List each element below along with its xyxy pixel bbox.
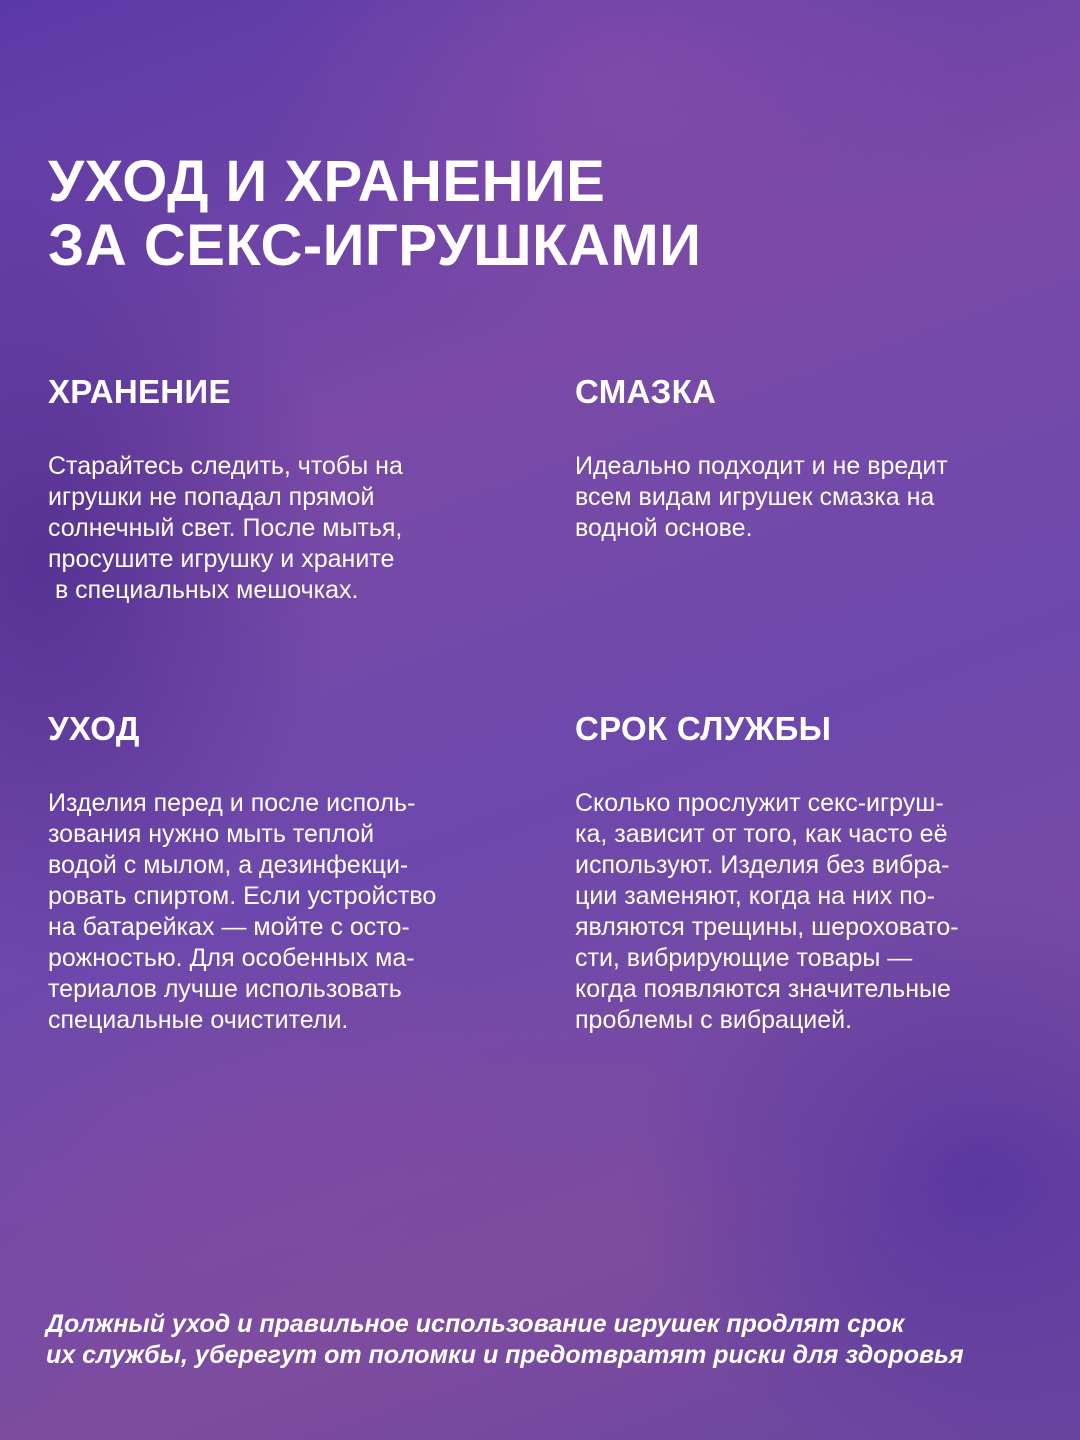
body-line: зования нужно мыть теплой	[48, 820, 375, 848]
section-lifetime	[575, 710, 1045, 1036]
body-line: Изделия перед и после исполь-	[48, 789, 416, 817]
body-line: когда появляются значительные	[575, 975, 951, 1003]
footer-note	[46, 1309, 964, 1371]
section-care-body	[48, 788, 518, 1036]
page-title-line-2: ЗА СЕКС-ИГРУШКАМИ	[48, 213, 702, 278]
body-line: водной основе.	[575, 514, 753, 542]
section-lube-heading: СМАЗКА	[575, 373, 717, 410]
body-line: проблемы с вибрацией.	[575, 1006, 853, 1034]
body-line: Сколько прослужит секс-игруш-	[575, 789, 944, 817]
body-line: ции заменяют, когда на них по-	[575, 882, 935, 910]
section-storage-body	[48, 451, 518, 606]
body-line: являются трещины, шероховато-	[575, 913, 959, 941]
body-line: сти, вибрирующие товары —	[575, 944, 913, 972]
section-lifetime-heading: СРОК СЛУЖБЫ	[575, 710, 832, 747]
footer-note-line-2: их службы, уберегут от поломки и предотвратят риски для здоровья	[46, 1341, 964, 1369]
body-line: на батарейках — мойте с осто-	[48, 913, 410, 941]
body-line: специальные очистители.	[48, 1006, 349, 1034]
body-line: используют. Изделия без вибра-	[575, 851, 950, 879]
body-line: просушите игрушку и храните	[48, 545, 395, 573]
body-line: Старайтесь следить, чтобы на	[48, 452, 403, 480]
section-care	[48, 710, 518, 1036]
body-line: водой с мылом, а дезинфекци-	[48, 851, 409, 879]
body-line: игрушки не попадал прямой	[48, 483, 375, 511]
section-lifetime-body	[575, 788, 1045, 1036]
page-title	[48, 150, 701, 278]
body-line: рожностью. Для особенных ма-	[48, 944, 415, 972]
body-line: солнечный свет. После мытья,	[48, 514, 403, 542]
footer-note-line-1: Должный уход и правильное использование игрушек продлят срок	[46, 1310, 905, 1338]
body-line: ровать спиртом. Если устройство	[48, 882, 437, 910]
section-lube-body	[575, 451, 1045, 544]
section-storage-heading: ХРАНЕНИЕ	[48, 373, 231, 410]
body-line: Идеально подходит и не вредит	[575, 452, 948, 480]
section-lube	[575, 373, 1045, 544]
body-line: в специальных мешочках.	[48, 576, 359, 604]
section-care-heading: УХОД	[48, 710, 140, 747]
page-title-line-1: УХОД И ХРАНЕНИЕ	[48, 149, 606, 214]
body-line: всем видам игрушек смазка на	[575, 483, 935, 511]
section-storage	[48, 373, 518, 606]
body-line: териалов лучше использовать	[48, 975, 402, 1003]
body-line: ка, зависит от того, как часто её	[575, 820, 948, 848]
